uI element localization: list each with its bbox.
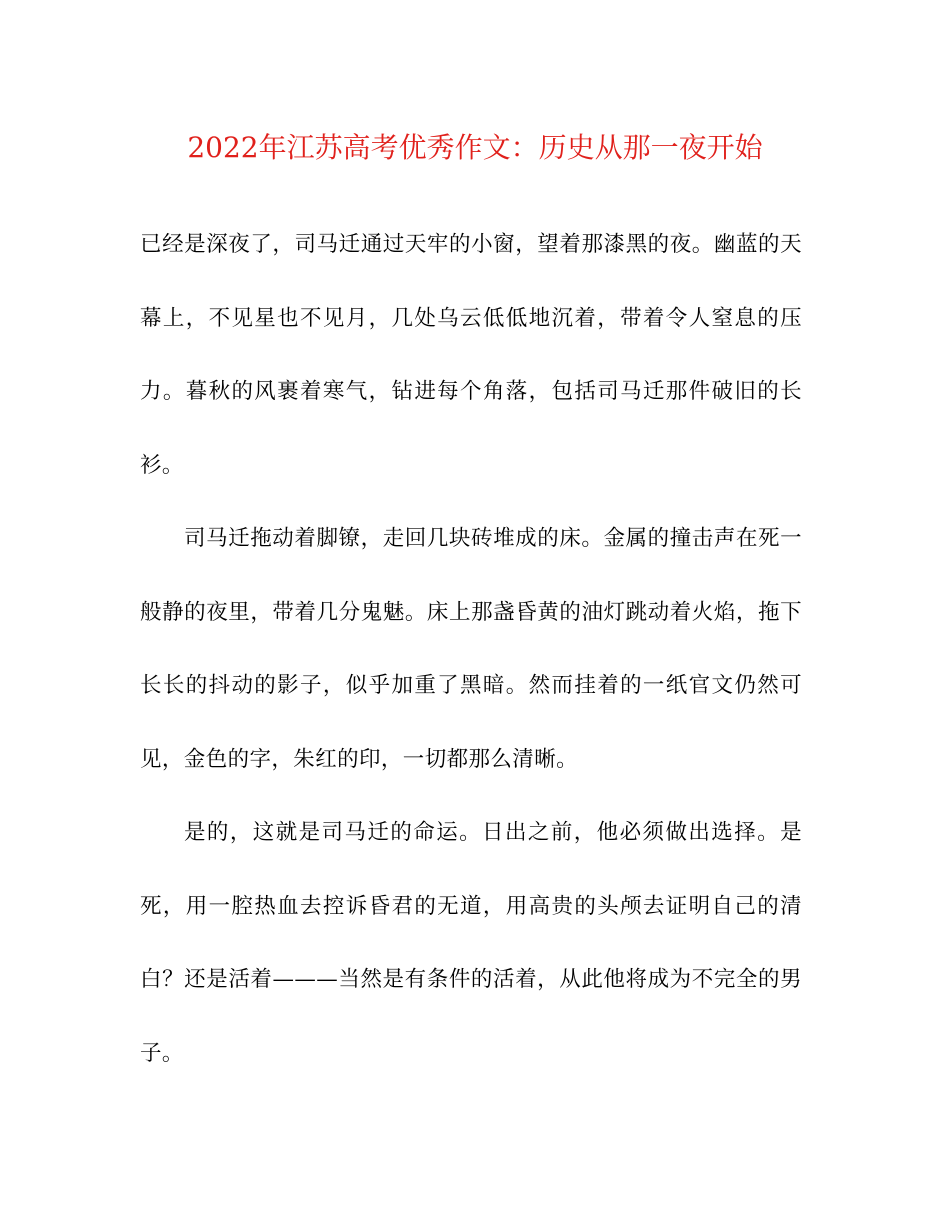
document-body	[140, 208, 802, 1090]
paragraph-1: 已经是深夜了，司马迁通过天牢的小窗，望着那漆黑的夜。幽蓝的天幕上，不见星也不见月，几处乌云低低地沉着，带着令人窒息的压力。暮秋的风裹着寒气，钻进每个角落，包括司马迁那件破旧的长衫。	[140, 232, 802, 478]
paragraph-2: 司马迁拖动着脚镣，走回几块砖堆成的床。金属的撞击声在死一般静的夜里，带着几分鬼魅。床上那盏昏黄的油灯跳动着火焰，拖下长长的抖动的影子，似乎加重了黑暗。然而挂着的一纸官文仍然可见，金色的字，朱红的印，一切都那么清晰。	[140, 526, 802, 772]
document-title: 2022年江苏高考优秀作文：历史从那一夜开始	[187, 131, 763, 164]
paragraph-3: 是的，这就是司马迁的命运。日出之前，他必须做出选择。是死，用一腔热血去控诉昏君的无道，用高贵的头颅去证明自己的清白？还是活着———当然是有条件的活着，从此他将成为不完全的男子。	[140, 820, 802, 1066]
